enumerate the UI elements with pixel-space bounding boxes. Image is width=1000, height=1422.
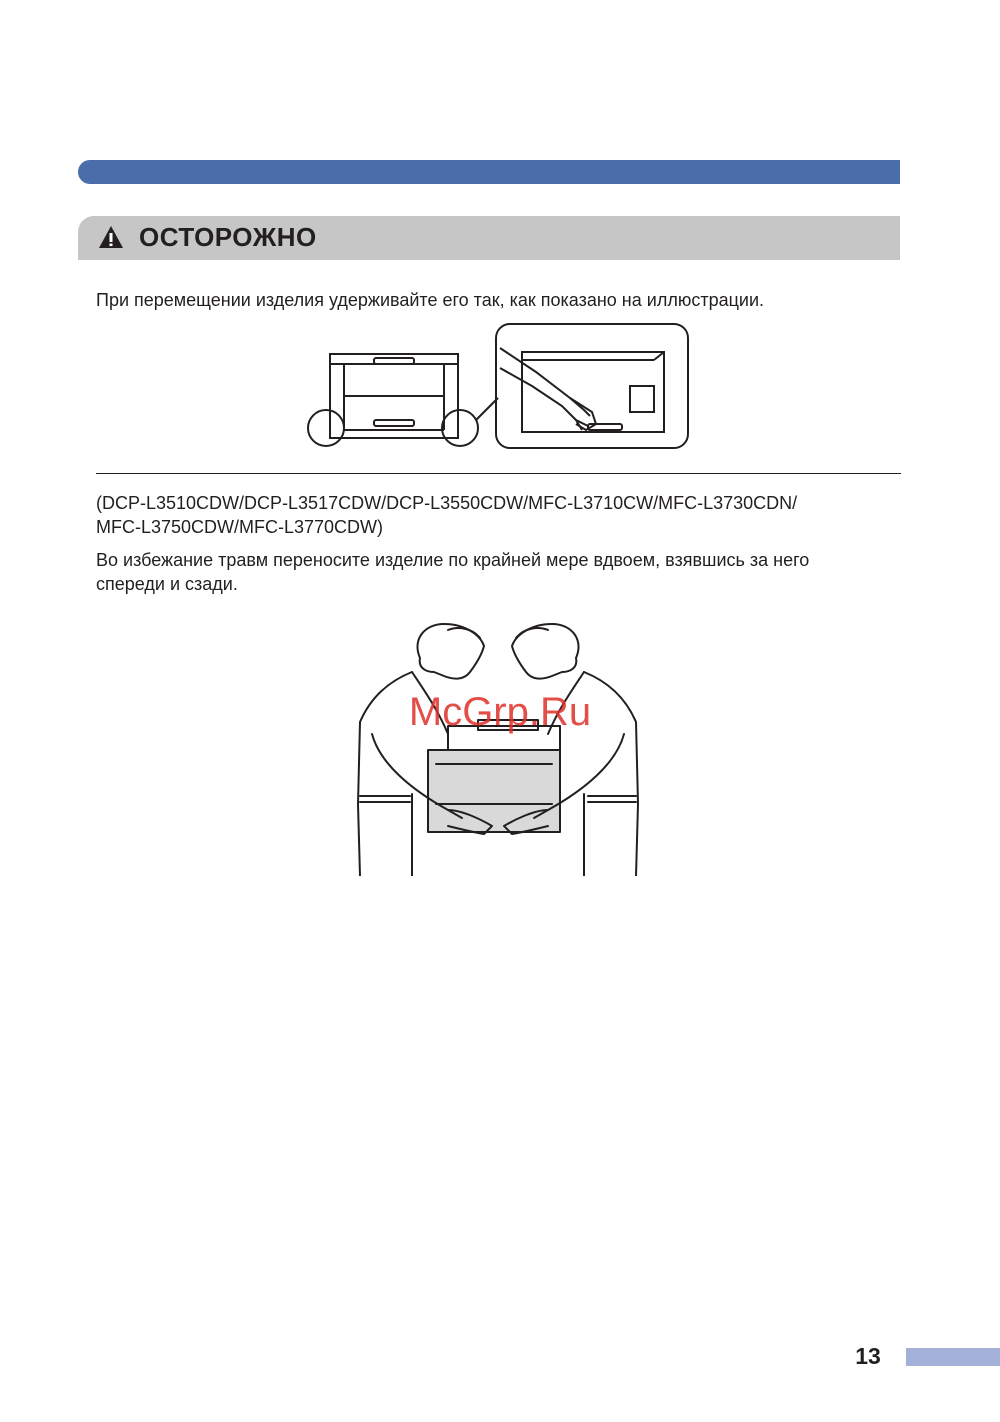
warning-triangle-icon — [98, 225, 124, 249]
two-person-warning-line-1: Во избежание травм переносите изделие по крайней мере вдвоем, взявшись за него — [96, 550, 810, 570]
watermark-text: McGrp.Ru — [408, 690, 592, 734]
model-list-line-2: MFC-L3750CDW/MFC-L3770CDW) — [96, 517, 384, 537]
model-list-line-1: (DCP-L3510CDW/DCP-L3517CDW/DCP-L3550CDW/MFC-L3710CW/MFC-L3730CDN/ — [96, 493, 798, 513]
two-people-carrying-printer-illustration — [352, 614, 644, 876]
caution-banner — [78, 216, 900, 260]
handling-instruction-text: При перемещении изделия удерживайте его так, как показано на иллюстрации. — [96, 290, 765, 310]
two-person-warning-line-2: спереди и сзади. — [96, 574, 238, 594]
section-divider — [96, 473, 901, 474]
section-header-bar — [78, 160, 900, 184]
caution-title: ОСТОРОЖНО — [139, 222, 317, 252]
page-number-bar — [906, 1348, 1000, 1366]
page-number: 13 — [855, 1343, 881, 1369]
printer-handling-illustration — [300, 320, 692, 452]
